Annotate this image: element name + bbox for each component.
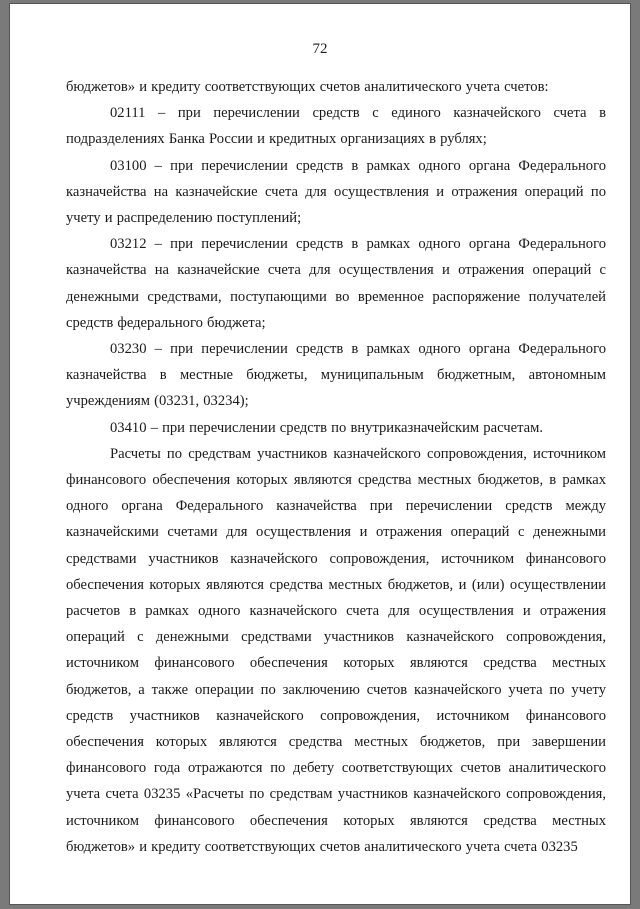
paragraph-settlements: Расчеты по средствам участников казначейского сопровождения, источником финансового обеспечения которых являются средства местных бюджетов, в рамках одного органа Федерального казначейства при перечислении средств между казначейскими счетами для осуществления и отражения операций с денежными средствами участников казначейского сопровождения, источником финансового обеспечения которых являются средства местных бюджетов, и (или) осуществлении расчетов в рамках одного казначейского счета для осуществления и отражения операций с денежными средствами участников казначейского сопровождения, источником финансового обеспечения которых являются средства местных бюджетов, а также операции по заключению счетов казначейского учета по учету средств участников казначейского сопровождения, источником финансового обеспечения которых являются средства местных бюджетов, при завершении финансового года отражаются по дебету соответствующих счетов аналитического учета счета 03235 «Расчеты по средствам участников казначейского сопровождения, источником финансового обеспечения которых являются средства местных бюджетов» и кредиту соответствующих счетов аналитического учета счета 03235: [66, 445, 606, 855]
paragraph-account-03100: 03100 – при перечислении средств в рамках одного органа Федерального казначейства на казначейские счета для осуществления и отражения операций по учету и распределению поступлений;: [66, 157, 606, 227]
paragraph-account-03212: 03212 – при перечислении средств в рамках одного органа Федерального казначейства на казначейские счета для осуществления и отражения операций с денежными средствами, поступающими во временное распоряжение получателей средств федерального бюджета;: [66, 236, 606, 331]
paragraph-continuation: бюджетов» и кредиту соответствующих счетов аналитического учета счетов:: [66, 79, 549, 95]
document-body: [66, 74, 606, 860]
paragraph-account-02111: 02111 – при перечислении средств с единого казначейского счета в подразделениях Банка России и кредитных организациях в рублях;: [66, 105, 606, 148]
paragraph-account-03410: 03410 – при перечислении средств по внутриказначейским расчетам.: [110, 419, 543, 436]
document-page: [10, 4, 630, 904]
paragraph-account-03230: 03230 – при перечислении средств в рамках одного органа Федерального казначейства в местные бюджеты, муниципальным бюджетным, автономным учреждениям (03231, 03234);: [66, 341, 606, 410]
page-number: 72: [312, 41, 328, 57]
